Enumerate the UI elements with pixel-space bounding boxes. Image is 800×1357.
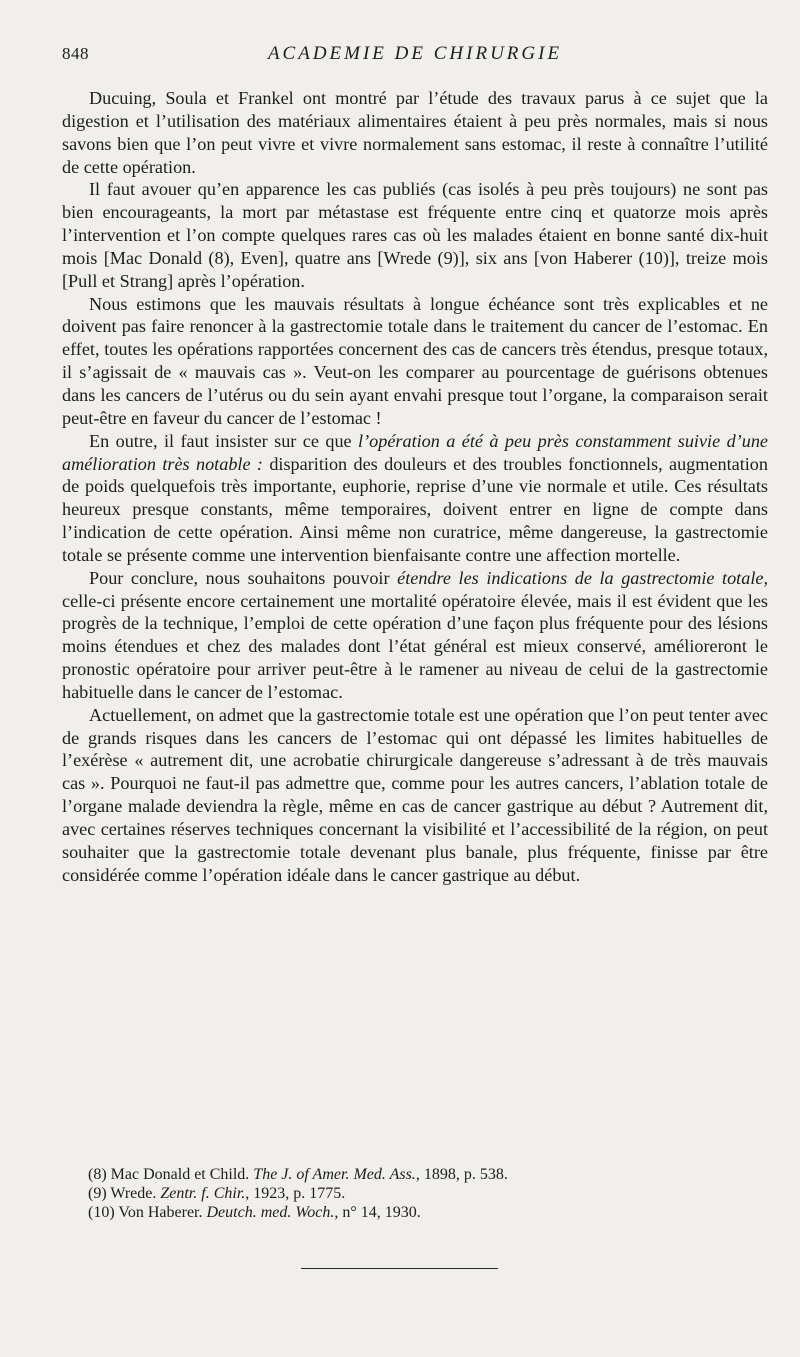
paragraph-text: En outre, il faut insister sur ce que bbox=[89, 430, 359, 451]
paragraph-3 bbox=[62, 293, 768, 430]
footnote-text: (10) Von Haberer. bbox=[88, 1204, 207, 1221]
emphasis-text: étendre les indications de la gastrectomie totale, bbox=[397, 567, 768, 588]
paragraph-text: Pour conclure, nous souhaitons pouvoir bbox=[89, 567, 398, 588]
paragraph-6 bbox=[62, 704, 768, 887]
journal-title: Zentr. f. Chir. bbox=[160, 1185, 246, 1202]
body-text bbox=[62, 87, 768, 887]
paragraph-text: Ducuing, Soula et Frankel ont montré par l’étude des travaux parus à ce sujet que la digestion et l’utilisation des matériaux alimentaires étaient à peu près normales, mais si nous savons bien que l’on peut vivre et vivre normalement sans estomac, il reste à connaître l’utilité de cette opération. bbox=[62, 88, 768, 177]
paragraph-text: celle-ci présente encore certainement une mortalité opératoire élevée, mais il est évident que les progrès de la technique, l’emploi de cette opération d’une façon plus fréquente pour des lésions moins étendues et chez des malades dont l’état général est mieux conservé, amélioreront le pronostic opératoire pour arriver peut-être à le ramener au niveau de celui de la gastrectomie habituelle dans le cancer de l’estomac. bbox=[62, 590, 768, 702]
page-header bbox=[62, 44, 768, 70]
running-head: ACADEMIE DE CHIRURGIE bbox=[267, 43, 563, 64]
paragraph-4 bbox=[62, 430, 768, 567]
paragraph-5 bbox=[62, 567, 768, 704]
journal-title: Deutch. med. Woch. bbox=[206, 1204, 335, 1221]
journal-title: The J. of Amer. Med. Ass. bbox=[253, 1166, 416, 1183]
paragraph-2 bbox=[62, 178, 768, 292]
footnote-text: , 1923, p. 1775. bbox=[245, 1185, 346, 1202]
footnote-text: , 1898, p. 538. bbox=[415, 1166, 508, 1183]
footnote-9 bbox=[88, 1184, 768, 1203]
page-number: 848 bbox=[62, 44, 89, 63]
paragraph-text: Actuellement, on admet que la gastrectomie totale est une opération que l’on peut tenter avec de grands risques dans les cancers de l’estomac qui ont dépassé les limites habituelles de l’exérèse « autrement dit, une acrobatie chirurgicale dangereuse s’adressant à de très mauvais cas ». Pourquoi ne faut-il pas admettre que, comme pour les autres cancers, l’ablation totale de l’organe malade deviendra la règle, même en cas de cancer gastrique au début ? Autrement dit, avec certaines réserves techniques concernant la visibilité et l’accessibilité de la région, on peut souhaiter que la gastrectomie totale devenant plus banale, plus fréquente, finisse par être considérée comme l’opération idéale dans le cancer gastrique au début. bbox=[62, 704, 768, 885]
paragraph-text: Nous estimons que les mauvais résultats à longue échéance sont très explicables et ne doivent pas faire renoncer à la gastrectomie totale dans le traitement du cancer de l’estomac. En effet, toutes les opérations rapportées concernent des cas de cancers très étendus, presque totaux, il s’agissait de « mauvais cas ». Veut-on les comparer au pourcentage de guérisons obtenues dans les cancers de l’utérus ou du sein ayant envahi presque tout l’organe, la comparaison serait peut-être en faveur du cancer de l’estomac ! bbox=[62, 293, 768, 428]
paragraph-text: Il faut avouer qu’en apparence les cas publiés (cas isolés à peu près toujours) ne sont pas bien encourageants, la mort par métastase est fréquente entre cinq et quatorze mois après l’intervention et l’on compte quelques rares cas où les malades étaient en bonne santé dix-huit mois [Mac Donald (8), Even], quatre ans [Wrede (9)], six ans [von Haberer (10)], treize mois [Pull et Strang] après l’opération. bbox=[62, 179, 768, 291]
footnote-8 bbox=[88, 1165, 768, 1184]
emphasis-text: l’opération a été à peu près constamment suivie d’une amélioration très notable : bbox=[62, 430, 768, 474]
footnotes bbox=[88, 1165, 768, 1222]
paragraph-text: disparition des douleurs et des troubles fonctionnels, augmentation de poids quelquefois très importante, euphorie, reprise d’une vie normale et utile. Ces résultats heureux presque constants, même temporaires, doivent entrer en ligne de compte dans l’indication de cette opération. Ainsi même non curatrice, même dangereuse, la gastrectomie totale se présente comme une intervention bienfaisante contre une affection mortelle. bbox=[62, 453, 768, 565]
footnote-10 bbox=[88, 1203, 768, 1222]
paragraph-1 bbox=[62, 87, 768, 178]
end-rule bbox=[301, 1268, 498, 1269]
footnote-text: (8) Mac Donald et Child. bbox=[88, 1166, 254, 1183]
footnote-text: , n° 14, 1930. bbox=[334, 1204, 421, 1221]
footnote-text: (9) Wrede. bbox=[88, 1185, 161, 1202]
